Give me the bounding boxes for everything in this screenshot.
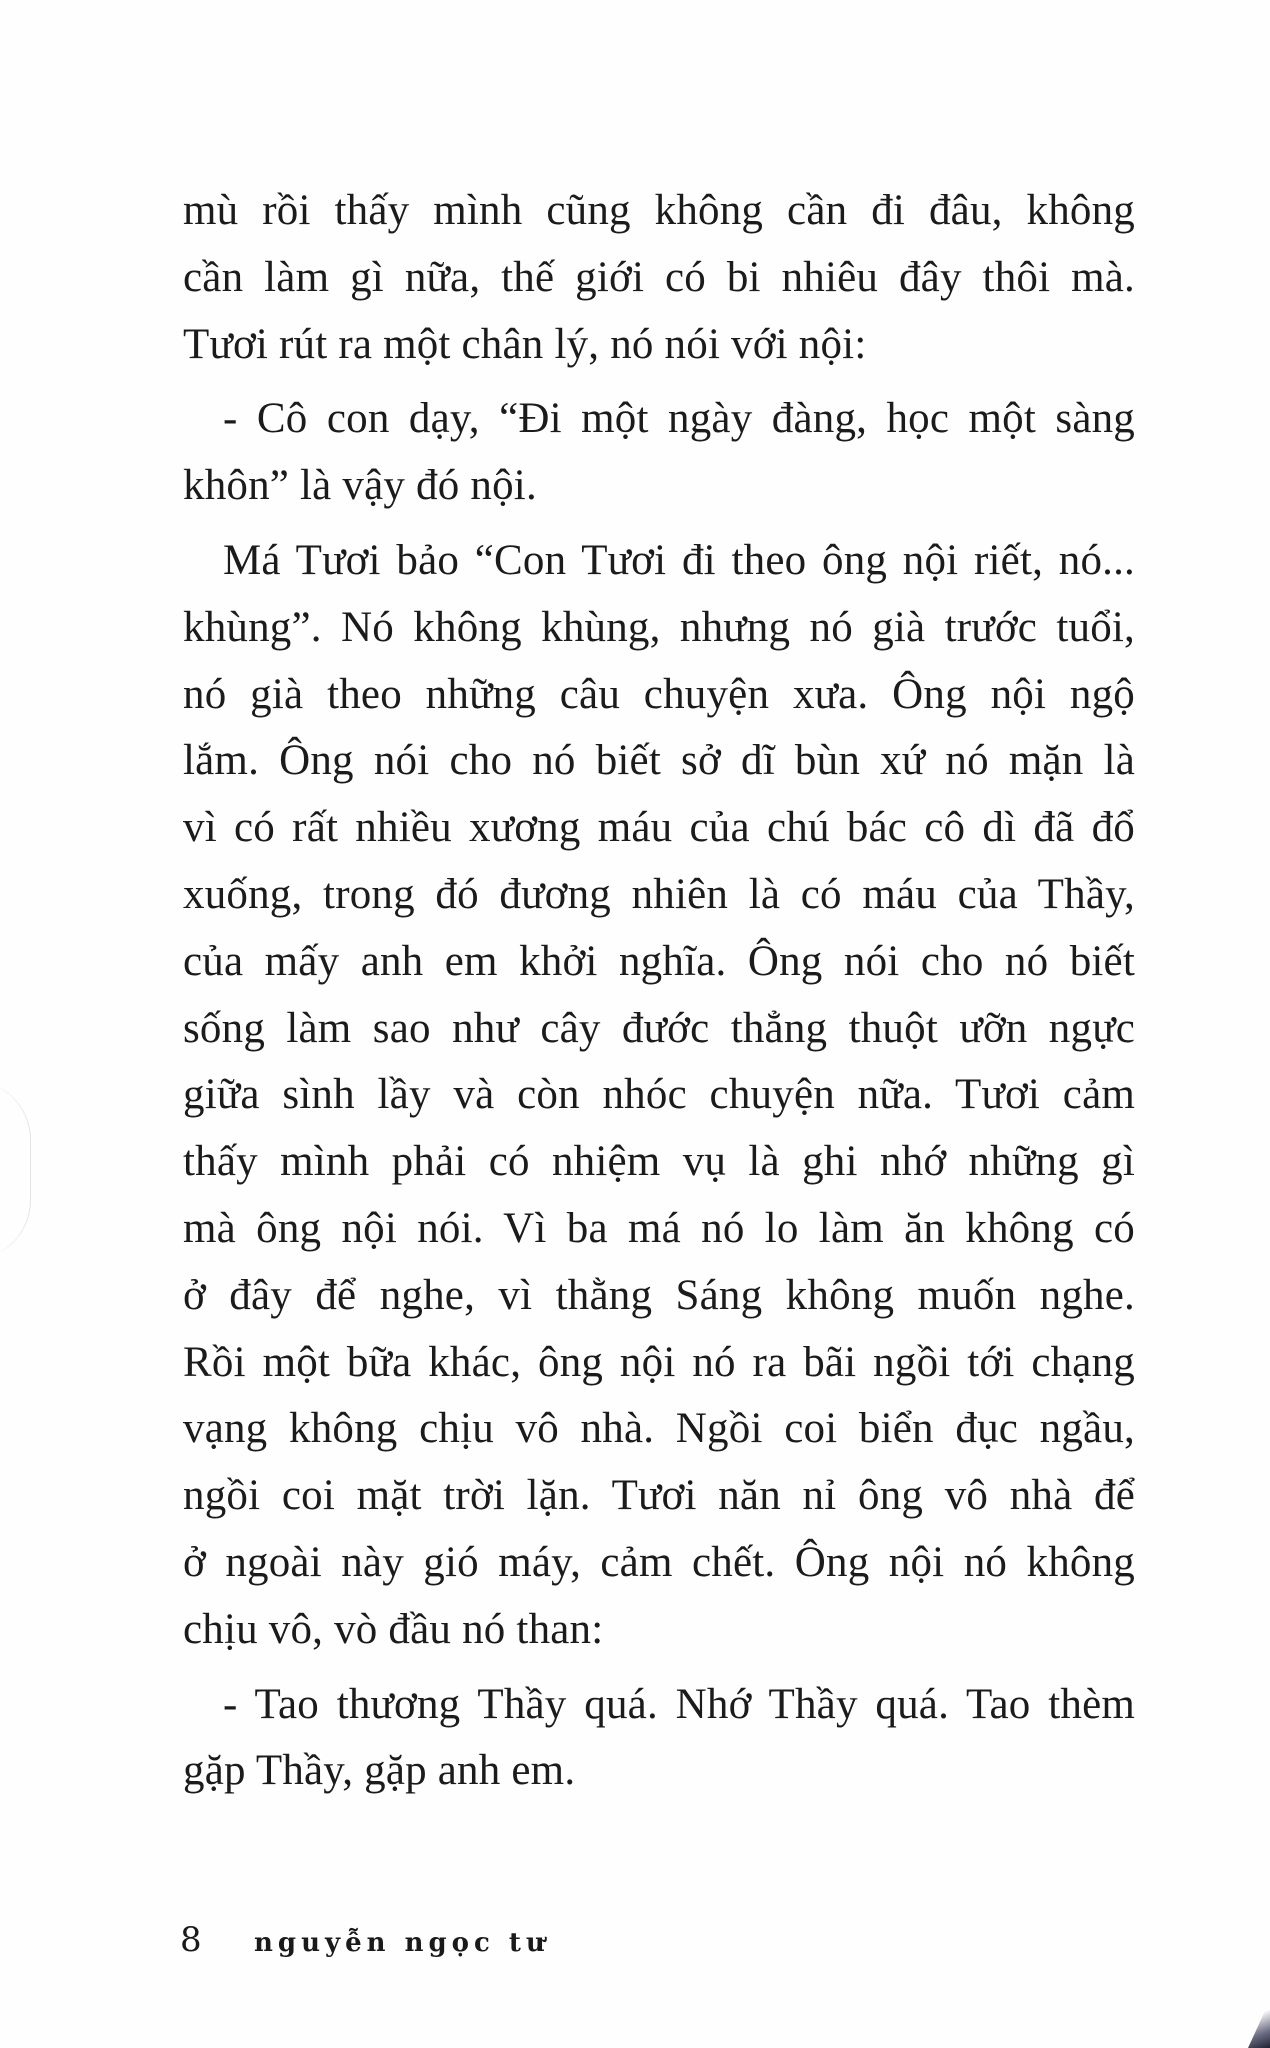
text-line: vì có rất nhiều xương máu của chú bác cô dì đã đổ <box>183 804 1135 852</box>
text-line: khôn” là vậy đó nội. <box>183 462 537 510</box>
paragraph-1 <box>183 178 1135 378</box>
text-line: ở đây để nghe, vì thằng Sáng không muốn nghe. <box>183 1271 1135 1319</box>
text-line: gặp Thầy, gặp anh em. <box>183 1747 576 1795</box>
scan-edge-shadow <box>1248 2000 1270 2048</box>
text-line: lắm. Ông nói cho nó biết sở dĩ bùn xứ nó mặn là <box>183 737 1135 785</box>
text-line: sống làm sao như cây đước thẳng thuột ưỡn ngực <box>183 1004 1135 1052</box>
author-name: nguyễn ngọc tư <box>254 1928 550 1958</box>
page-number: 8 <box>180 1920 202 1960</box>
text-line: mù rồi thấy mình cũng không cần đi đâu, không <box>183 187 1135 234</box>
text-line: xuống, trong đó đương nhiên là có máu của Thầy, <box>183 870 1135 918</box>
text-line: giữa sình lầy và còn nhóc chuyện nữa. Tươi cảm <box>183 1071 1135 1119</box>
text-line: Má Tươi bảo “Con Tươi đi theo ông nội riết, nó... <box>223 536 1135 584</box>
text-line: vạng không chịu vô nhà. Ngồi coi biển đục ngầu, <box>183 1405 1135 1453</box>
body-text <box>183 178 1135 1813</box>
text-line: cần làm gì nữa, thế giới có bi nhiêu đây thôi mà. <box>183 253 1135 301</box>
paragraph-4-dialogue <box>183 1672 1135 1806</box>
text-line: thấy mình phải có nhiệm vụ là ghi nhớ những gì <box>183 1138 1135 1186</box>
text-line: của mấy anh em khởi nghĩa. Ông nói cho nó biết <box>183 937 1135 985</box>
text-line: ở ngoài này gió máy, cảm chết. Ông nội nó không <box>183 1538 1135 1586</box>
scan-page-curve <box>0 1080 31 1260</box>
text-line: - Cô con dạy, “Đi một ngày đàng, học một sàng <box>223 395 1135 443</box>
text-line: Rồi một bữa khác, ông nội nó ra bãi ngồi tới chạng <box>183 1338 1135 1386</box>
text-line: Tươi rút ra một chân lý, nó nói với nội: <box>183 320 867 368</box>
text-line: ngồi coi mặt trời lặn. Tươi năn nỉ ông vô nhà để <box>183 1472 1135 1520</box>
text-line: nó già theo những câu chuyện xưa. Ông nội ngộ <box>183 670 1135 718</box>
page-footer <box>180 1920 550 1970</box>
text-line: - Tao thương Thầy quá. Nhớ Thầy quá. Tao thèm <box>223 1680 1135 1728</box>
text-line: mà ông nội nói. Vì ba má nó lo làm ăn không có <box>183 1204 1135 1252</box>
paragraph-3 <box>183 528 1135 1664</box>
text-line: chịu vô, vò đầu nó than: <box>183 1605 604 1653</box>
paragraph-2-dialogue <box>183 386 1135 520</box>
text-line: khùng”. Nó không khùng, nhưng nó già trước tuổi, <box>183 603 1135 651</box>
